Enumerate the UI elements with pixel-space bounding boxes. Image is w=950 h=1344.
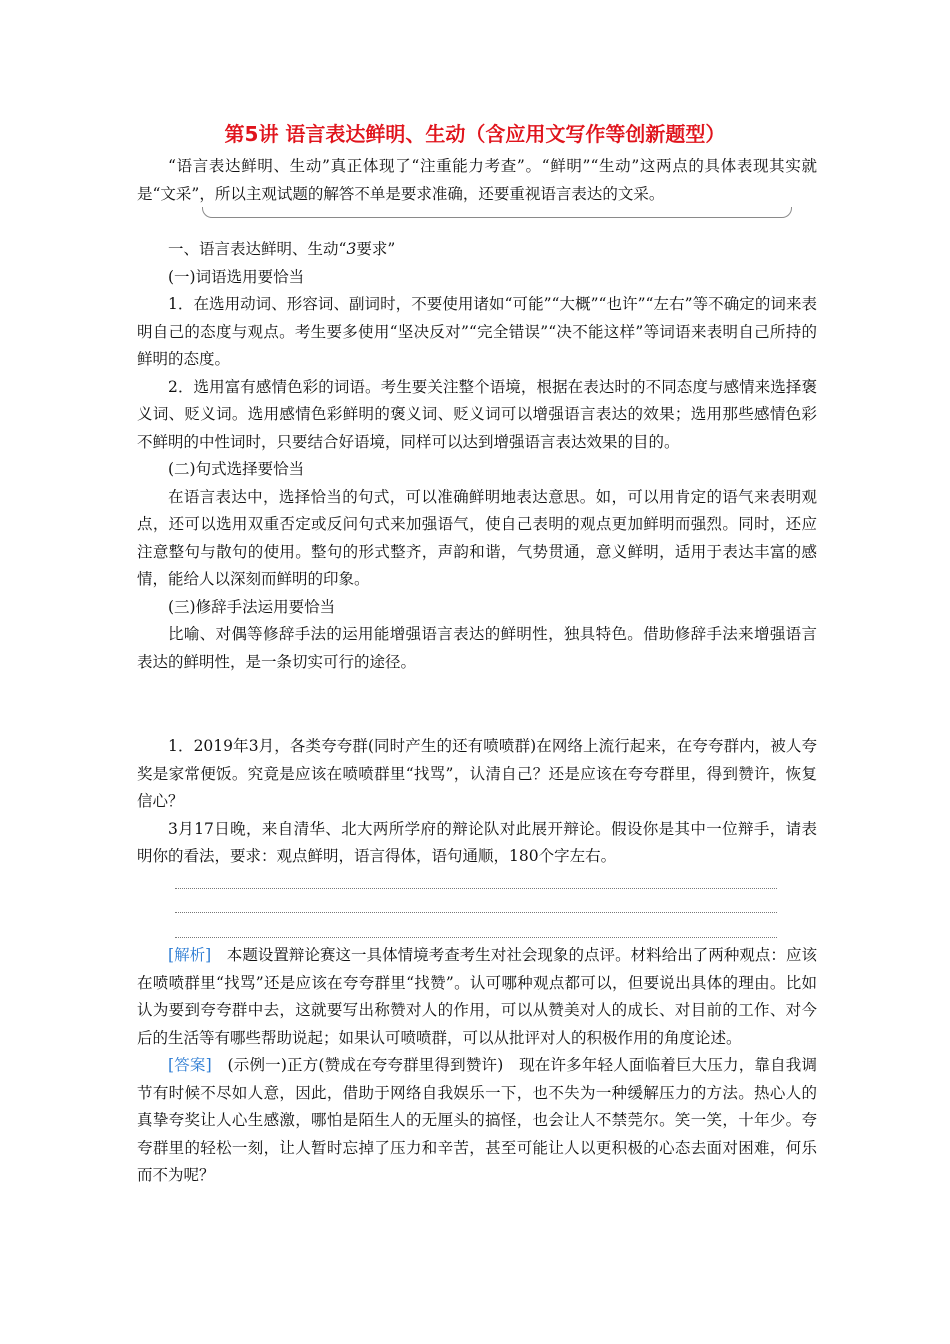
- subheading-sentence-pattern: (二)句式选择要恰当: [168, 460, 305, 478]
- answer-text: (示例一)正方(赞成在夸夸群里得到赞许) 现在许多年轻人面临着巨大压力，靠自我调节有时候不尽如人意，因此，借助于网络自我娱乐一下，也不失为一种缓解压力的方法。热心人的真挚夸奖让人心生感激，哪怕是陌生人的无厘头的搞怪，也会让人不禁莞尔。笑一笑，十年少。夸夸群里的轻松一刻，让人暂时忘掉了压力和辛苦，甚至可能让人以更积极的心态去面对困难，何乐而不为呢？: [137, 1056, 817, 1184]
- paragraph-sentence-pattern: 在语言表达中，选择恰当的句式，可以准确鲜明地表达意思。如，可以用肯定的语气来表明观点，还可以选用双重否定或反问句式来加强语气，使自己表明的观点更加鲜明而强烈。同时，还应注意整句与散句的使用。整句的形式整齐，声韵和谐，气势贯通，意义鲜明，适用于表达丰富的感情，能给人以深刻而鲜明的印象。: [137, 487, 817, 588]
- answer-paragraph: [137, 1052, 817, 1190]
- section-1-heading-number: 3: [346, 240, 357, 258]
- subheading-word-choice: (一)词语选用要恰当: [168, 267, 305, 286]
- section-1: [137, 236, 817, 676]
- subheading-rhetoric: (三)修辞手法运用要恰当: [168, 597, 336, 616]
- section-1-heading: [137, 236, 817, 264]
- answer-line-3: [175, 937, 777, 938]
- paragraph-rhetoric: 比喻、对偶等修辞手法的运用能增强语言表达的鲜明性，独具特色。借助修辞手法来增强语言表达的鲜明性，是一条切实可行的途径。: [137, 625, 817, 671]
- analysis-and-answer: [137, 942, 817, 1190]
- paragraph-word-choice-1: 1．在选用动词、形容词、副词时，不要使用诸如“可能”“大概”“也许”“左右”等不确定的词来表明自己的态度与观点。考生要多使用“坚决反对”“完全错误”“决不能这样”等词语来表明自己所持的鲜明的态度。: [137, 295, 817, 368]
- intro-text: “语言表达鲜明、生动”真正体现了“注重能力考查”。“鲜明”“生动”这两点的具体表现其实就是“文采”，所以主观试题的解答不单是要求准确，还要重视语言表达的文采。: [137, 157, 817, 203]
- paragraph-word-choice-2: 2．选用富有感情色彩的词语。考生要关注整个语境，根据在表达时的不同态度与感情来选择褒义词、贬义词。选用感情色彩鲜明的褒义词、贬义词可以增强语言表达的效果；选用那些感情色彩不鲜明的中性词时，只要结合好语境，同样可以达到增强语言表达效果的目的。: [137, 377, 817, 451]
- section-1-heading-suffix: 要求”: [356, 240, 396, 258]
- intro-brace-divider: [202, 207, 792, 218]
- question-1: [137, 733, 817, 871]
- answer-line-2: [175, 912, 777, 913]
- answer-line-1: [175, 888, 777, 889]
- answer-tag: [答案]: [168, 1056, 212, 1074]
- analysis-text: 本题设置辩论赛这一具体情境考查考生对社会现象的点评。材料给出了两种观点：应该在喷喷群里“找骂”还是应该在夸夸群里“找赞”。认可哪种观点都可以，但要说出具体的理由。比如认为要到夸夸群中去，这就要写出称赞对人的作用，可以从赞美对人的成长、对目前的工作、对今后的生活等有哪些帮助说起；如果认可喷喷群，可以从批评对人的积极作用的角度论述。: [137, 946, 817, 1047]
- intro-paragraph: [137, 153, 817, 208]
- analysis-paragraph: [137, 942, 817, 1052]
- page-title: 第5讲 语言表达鲜明、生动（含应用文写作等创新题型）: [224, 122, 726, 146]
- question-1-material: 1．2019年3月，各类夸夸群(同时产生的还有喷喷群)在网络上流行起来，在夸夸群内，被人夸奖是家常便饭。究竟是应该在喷喷群里“找骂”，认清自己？还是应该在夸夸群里，得到赞许，恢复信心？: [137, 737, 817, 810]
- analysis-tag: [解析]: [168, 946, 212, 964]
- section-1-heading-prefix: 一、语言表达鲜明、生动“: [168, 240, 347, 258]
- question-1-prompt: 3月17日晚，来自清华、北大两所学府的辩论队对此展开辩论。假设你是其中一位辩手，请表明你的看法，要求：观点鲜明，语言得体，语句通顺，180个字左右。: [137, 819, 817, 865]
